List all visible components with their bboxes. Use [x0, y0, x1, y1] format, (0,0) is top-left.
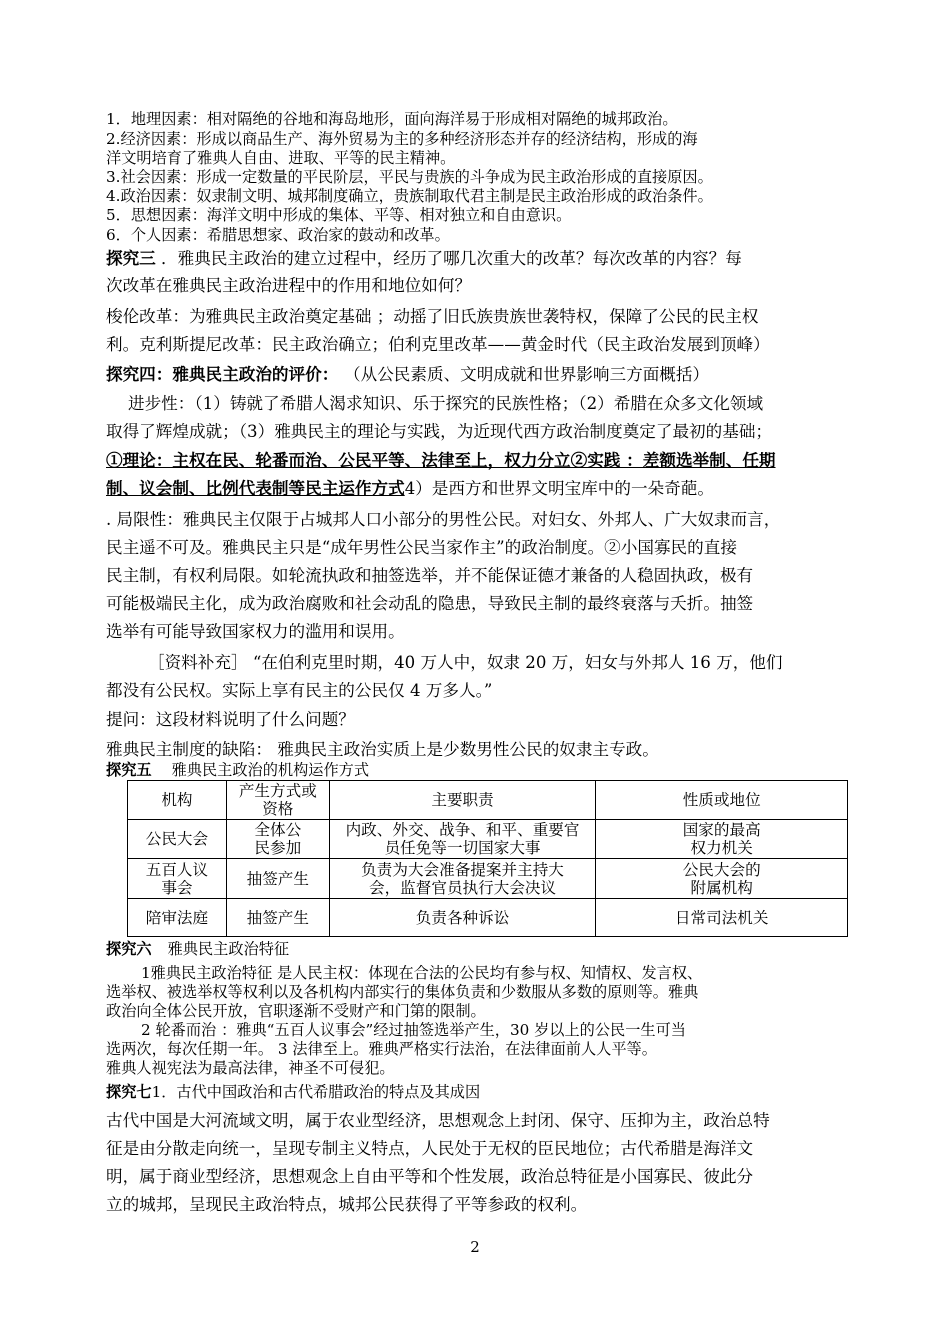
explore4-label: 探究四：雅典民主政治的评价： [106, 364, 339, 384]
header-nature: 性质或地位 [596, 781, 848, 820]
table-row [128, 899, 848, 937]
explore4-progress-cont: 取得了辉煌成就；（3）雅典民主的理论与实践，为近现代西方政治制度奠定了最初的基础； [106, 422, 773, 441]
cell-method: 抽签产生 [226, 859, 329, 899]
explore4-question: 提问：这段材料说明了什么问题？ [106, 710, 355, 729]
explore6-line: 雅典人视宪法为最高法律，神圣不可侵犯。 [106, 1059, 395, 1077]
explore4-emphasis-cont: 制、议会制、比例代表制等民主运作方式4）是西方和世界文明宝库中的一朵奇葩。 [106, 478, 714, 498]
explore7-line: 立的城邦，呈现民主政治特点，城邦公民获得了平等参政的权利。 [106, 1195, 588, 1214]
explore4-limit-5: 选举有可能导致国家权力的滥用和误用。 [106, 622, 405, 641]
explore6-label: 探究六 [106, 940, 152, 958]
explore4-limit: . 局限性：雅典民主仅限于占城邦人口小部分的男性公民。对妇女、外邦人、广大奴隶而言， [106, 510, 781, 529]
header-method: 产生方式或 资格 [226, 781, 329, 820]
cell-nature: 国家的最高 权力机关 [596, 820, 848, 859]
explore7-heading: 探究七1．古代中国政治和古代希腊政治的特点及其成因 [106, 1083, 481, 1101]
header-duty: 主要职责 [329, 781, 596, 820]
factor-politics: 4.政治因素：奴隶制文明、城邦制度确立，贵族制取代君主制是民主政治形成的政治条件。 [106, 187, 713, 205]
factor-economy-cont: 洋文明培育了雅典人自由、进取、平等的民主精神。 [106, 149, 456, 167]
explore4-material: ［资料补充］ “在伯利克里时期，40 万人中，奴隶 20 万，妇女与外邦人 16 万，他们 [148, 653, 783, 672]
cell-nature: 日常司法机关 [596, 899, 848, 937]
factor-thought: 5．思想因素：海洋文明中形成的集体、平等、相对独立和自由意识。 [106, 206, 572, 224]
cell-method: 全体公 民参加 [226, 820, 329, 859]
explore3-answer: 梭伦改革：为雅典民主政治奠定基础 ；动摇了旧氏族贵族世袭特权，保障了公民的民主权 [106, 307, 759, 326]
cell-org: 五百人议 事会 [128, 859, 227, 899]
explore4-defect: 雅典民主制度的缺陷： 雅典民主政治实质上是少数男性公民的奴隶主专政。 [106, 740, 659, 759]
explore7-label: 探究七 [106, 1083, 152, 1101]
explore3-label: 探究三 [106, 248, 156, 268]
header-org: 机构 [128, 781, 227, 820]
organization-table [127, 780, 848, 937]
table-row [128, 820, 848, 859]
factor-geography: 1．地理因素：相对隔绝的谷地和海岛地形，面向海洋易于形成相对隔绝的城邦政治。 [106, 110, 678, 128]
factor-economy: 2.经济因素：形成以商品生产、海外贸易为主的多种经济形态并存的经济结构，形成的海 [106, 130, 698, 148]
cell-method: 抽签产生 [226, 899, 329, 937]
explore7-line: 古代中国是大河流域文明，属于农业型经济，思想观念上封闭、保守、压抑为主，政治总特 [106, 1111, 770, 1130]
cell-duty: 负责为大会准备提案并主持大 会，监督官员执行大会决议 [329, 859, 596, 899]
cell-org: 陪审法庭 [128, 899, 227, 937]
explore4-limit-3: 民主制，有权利局限。如轮流执政和抽签选举，并不能保证德才兼备的人稳固执政，极有 [106, 566, 754, 585]
explore5-heading: 探究五 雅典民主政治的机构运作方式 [106, 761, 369, 779]
factor-individual: 6．个人因素：希腊思想家、政治家的鼓动和改革。 [106, 226, 450, 244]
table-row [128, 859, 848, 899]
explore3-answer-cont: 利。克利斯提尼改革：民主政治确立；伯利克里改革——黄金时代（民主政治发展到顶峰） [106, 335, 770, 354]
page-number: 2 [470, 1238, 480, 1256]
factor-society: 3.社会因素：形成一定数量的平民阶层，平民与贵族的斗争成为民主政治形成的直接原因。 [106, 168, 713, 186]
explore6-heading: 探究六 雅典民主政治特征 [106, 940, 290, 958]
explore7-line: 明，属于商业型经济，思想观念上自由平等和个性发展，政治总特征是小国寡民、彼此分 [106, 1167, 754, 1186]
explore4-limit-2: 民主遥不可及。雅典民主只是“成年男性公民当家作主”的政治制度。②小国寡民的直接 [106, 538, 737, 557]
explore4-limit-4: 可能极端民主化，成为政治腐败和社会动乱的隐患，导致民主制的最终衰落与夭折。抽签 [106, 594, 754, 613]
explore6-line: 2 轮番而治 ：雅典“五百人议事会”经过抽签选举产生，30 岁以上的公民一生可当 [141, 1021, 686, 1039]
explore4-emphasis: ①理论：主权在民、轮番而治、公民平等、法律至上，权力分立②实践 ：差额选举制、任期 [106, 450, 776, 470]
explore7-line: 征是由分散走向统一，呈现专制主义特点，人民处于无权的臣民地位；古代希腊是海洋文 [106, 1139, 754, 1158]
cell-org: 公民大会 [128, 820, 227, 859]
table-header-row [128, 781, 848, 820]
explore6-line: 选两次，每次任期一年。 3 法律至上。雅典严格实行法治，在法律面前人人平等。 [106, 1040, 657, 1058]
explore6-line: 1雅典民主政治特征 是人民主权：体现在合法的公民均有参与权、知情权、发言权、 [141, 964, 703, 982]
cell-nature: 公民大会的 附属机构 [596, 859, 848, 899]
explore3-question-cont: 次改革在雅典民主政治进程中的作用和地位如何？ [106, 276, 472, 295]
explore4-heading: 探究四：雅典民主政治的评价： （从公民素质、文明成就和世界影响三方面概括） [106, 364, 710, 384]
cell-duty: 负责各种诉讼 [329, 899, 596, 937]
explore6-line: 政治向全体公民开放，官职逐渐不受财产和门第的限制。 [106, 1002, 486, 1020]
explore5-label: 探究五 [106, 761, 152, 779]
cell-duty: 内政、外交、战争、和平、重要官 员任免等一切国家大事 [329, 820, 596, 859]
explore6-line: 选举权、被选举权等权利以及各机构内部实行的集体负责和少数服从多数的原则等。雅典 [106, 983, 699, 1001]
explore3-question: 探究三 ．雅典民主政治的建立过程中，经历了哪几次重大的改革？每次改革的内容？每 [106, 248, 742, 268]
explore4-progress: 进步性：（1）铸就了希腊人渴求知识、乐于探究的民族性格；（2）希腊在众多文化领域 [128, 394, 764, 413]
explore4-material-cont: 都没有公民权。实际上享有民主的公民仅 4 万多人。” [106, 681, 493, 700]
